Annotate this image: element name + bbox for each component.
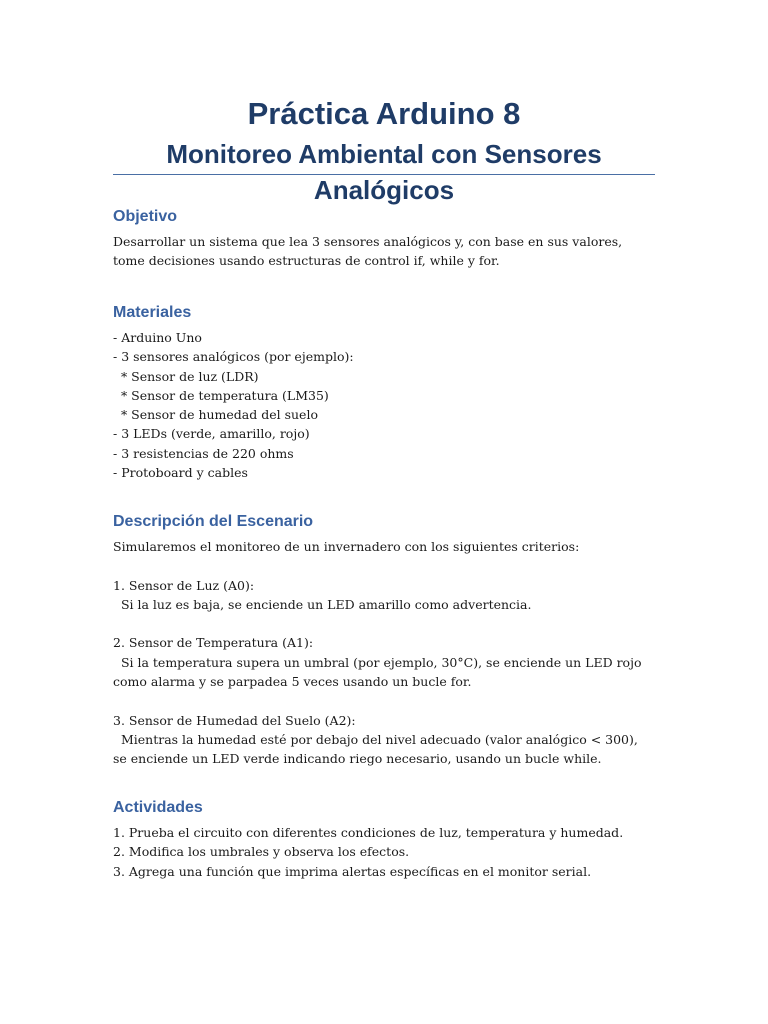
list-item: - 3 sensores analógicos (por ejemplo): xyxy=(113,349,354,365)
section-heading: Descripción del Escenario xyxy=(113,513,314,530)
section-objetivo xyxy=(113,207,655,271)
criterion-label: 2. Sensor de Temperatura (A1): xyxy=(113,635,314,651)
list-item: 2. Modifica los umbrales y observa los efectos. xyxy=(113,844,410,860)
criterion-text: Si la temperatura supera un umbral (por ejemplo, 30°C), se enciende un LED rojo como alarma y se parpadea 5 veces usando un bucle for. xyxy=(113,654,646,690)
list-item: * Sensor de temperatura (LM35) xyxy=(113,387,329,403)
blank-line xyxy=(113,614,655,633)
section-escenario xyxy=(113,512,655,769)
title-block xyxy=(113,92,655,208)
escenario-intro: Simularemos el monitoreo de un invernadero con los siguientes criterios: xyxy=(113,539,580,554)
list-item: - 3 LEDs (verde, amarillo, rojo) xyxy=(113,426,310,442)
list-item: - 3 resistencias de 220 ohms xyxy=(113,445,294,461)
section-actividades xyxy=(113,798,655,881)
criterion-label: 3. Sensor de Humedad del Suelo (A2): xyxy=(113,712,356,728)
objetivo-text: Desarrollar un sistema que lea 3 sensores analógicos y, con base en sus valores, tome decisiones usando estructuras de control if, while y for. xyxy=(113,234,623,269)
blank-line xyxy=(113,691,655,710)
list-item: 3. Agrega una función que imprima alertas específicas en el monitor serial. xyxy=(113,863,592,879)
section-materiales xyxy=(113,303,655,482)
criterion-label: 1. Sensor de Luz (A0): xyxy=(113,577,255,593)
criterion-text: Mientras la humedad esté por debajo del nivel adecuado (valor analógico < 300), se enciende un LED verde indicando riego necesario, usando un bucle while. xyxy=(113,731,642,767)
section-heading: Actividades xyxy=(113,799,203,816)
blank-line xyxy=(113,556,655,575)
list-item: - Protoboard y cables xyxy=(113,465,248,481)
list-item: - Arduino Uno xyxy=(113,330,202,345)
list-item: * Sensor de luz (LDR) xyxy=(113,368,259,384)
title-divider xyxy=(113,174,655,175)
list-item: * Sensor de humedad del suelo xyxy=(113,407,318,423)
section-heading: Objetivo xyxy=(113,208,178,225)
section-heading: Materiales xyxy=(113,304,192,321)
page-subtitle: Monitoreo Ambiental con Sensores Analógicos xyxy=(166,139,602,205)
list-item: 1. Prueba el circuito con diferentes condiciones de luz, temperatura y humedad. xyxy=(113,825,624,840)
criterion-text: Si la luz es baja, se enciende un LED amarillo como advertencia. xyxy=(113,596,532,612)
page-title: Práctica Arduino 8 xyxy=(247,96,521,131)
